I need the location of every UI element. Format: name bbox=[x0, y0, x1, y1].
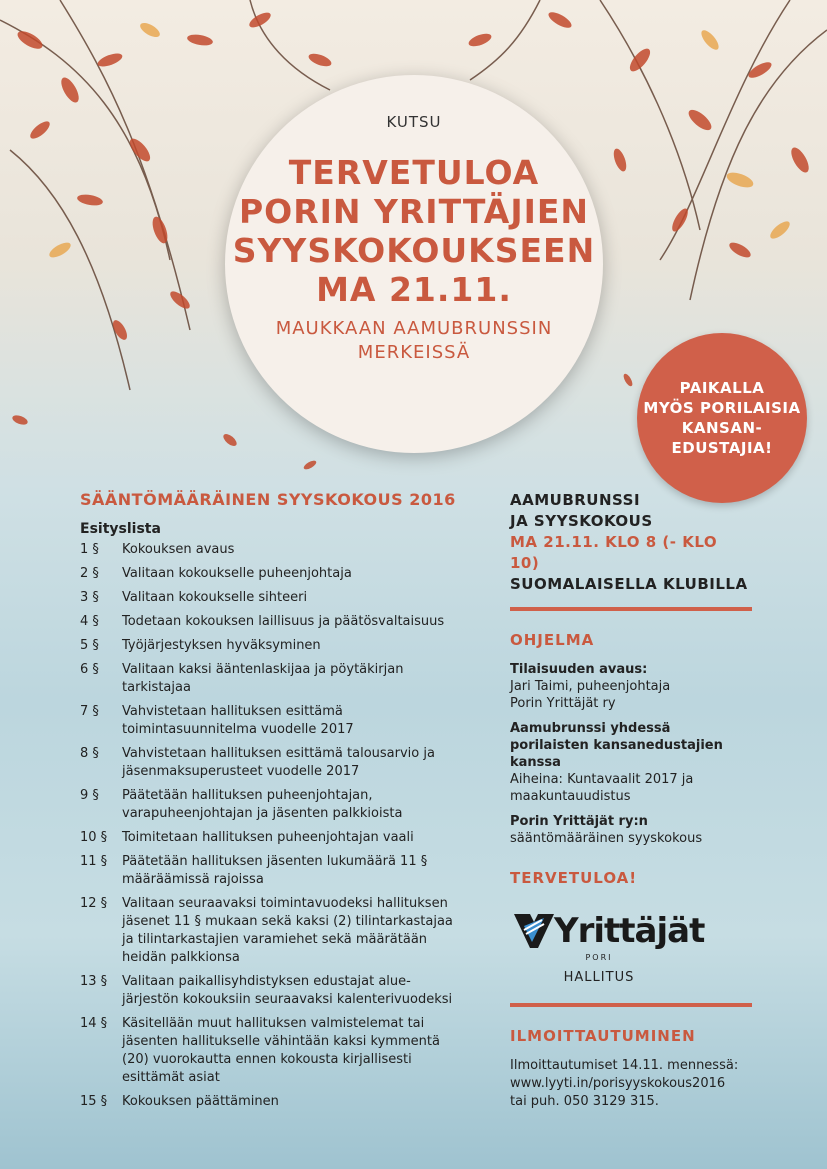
agenda-item bbox=[80, 973, 460, 1009]
agenda-text: Työjärjestyksen hyväksyminen bbox=[122, 638, 321, 653]
agenda-item bbox=[80, 589, 460, 607]
agenda-title: Esityslista bbox=[80, 521, 161, 537]
program-item bbox=[510, 661, 752, 712]
agenda-number: 15 § bbox=[80, 1094, 108, 1109]
headline-line: PORIN YRITTÄJIEN bbox=[238, 192, 590, 231]
agenda-section bbox=[80, 490, 460, 1117]
agenda-number: 14 § bbox=[80, 1016, 108, 1031]
program-item-line: Porin Yrittäjät ry bbox=[510, 696, 616, 711]
agenda-item bbox=[80, 829, 460, 847]
invitation-circle bbox=[225, 75, 603, 453]
agenda-number: 11 § bbox=[80, 854, 108, 869]
subline bbox=[225, 317, 603, 365]
subline-line: MERKEISSÄ bbox=[357, 342, 471, 363]
registration-info bbox=[510, 1057, 752, 1111]
agenda-item bbox=[80, 541, 460, 559]
agenda-item bbox=[80, 895, 460, 967]
registration-line: Ilmoittautumiset 14.11. mennessä: bbox=[510, 1058, 739, 1073]
headline-line: MA 21.11. bbox=[316, 270, 512, 309]
agenda-item bbox=[80, 565, 460, 583]
program-item-title: Aamubrunssi yhdessä porilaisten kansanedustajien kanssa bbox=[510, 721, 723, 770]
agenda-text: Käsitellään muut hallituksen valmistelemat tai jäsenten hallitukselle vähintään kaksi kymmentä (20) vuorokautta ennen kokousta kirjallisesti esittämät asiat bbox=[122, 1016, 440, 1085]
agenda-text: Valitaan paikallisyhdistyksen edustajat alue-järjestön kokouksiin seuraavaksi kalenterivuodeksi bbox=[122, 974, 453, 1007]
agenda-item bbox=[80, 853, 460, 889]
agenda-text: Päätetään hallituksen jäsenten lukumäärä 11 § määräämissä rajoissa bbox=[122, 854, 428, 887]
agenda-text: Valitaan kaksi ääntenlaskijaa ja pöytäkirjan tarkistajaa bbox=[122, 662, 404, 695]
program-item-line: sääntömääräinen syyskokous bbox=[510, 831, 703, 846]
agenda-number: 9 § bbox=[80, 788, 99, 803]
agenda-list bbox=[80, 541, 460, 1111]
agenda-number: 4 § bbox=[80, 614, 99, 629]
agenda-item bbox=[80, 787, 460, 823]
agenda-text: Valitaan seuraavaksi toimintavuodeksi hallituksen jäsenet 11 § mukaan sekä kaksi (2) tilintarkastajaa ja tilintarkastajien varamiehet sekä määrätään heidän palkkionsa bbox=[122, 896, 453, 965]
agenda-item bbox=[80, 661, 460, 697]
badge-line: EDUSTAJIA! bbox=[671, 439, 773, 457]
program-item bbox=[510, 813, 752, 847]
program-item bbox=[510, 720, 752, 805]
logo-name: Yrittäjät bbox=[554, 911, 705, 951]
subline-line: MAUKKAAN AAMUBRUNSSIN bbox=[275, 318, 553, 339]
agenda-item bbox=[80, 745, 460, 781]
program-item-line: Jari Taimi, puheenjohtaja bbox=[510, 679, 671, 694]
agenda-number: 1 § bbox=[80, 542, 99, 557]
event-details bbox=[510, 490, 752, 595]
event-venue: SUOMALAISELLA KLUBILLA bbox=[510, 575, 748, 593]
badge-line: PAIKALLA bbox=[679, 379, 765, 397]
agenda-number: 13 § bbox=[80, 974, 108, 989]
agenda-text: Valitaan kokoukselle puheenjohtaja bbox=[122, 566, 352, 581]
headline-line: TERVETULOA bbox=[288, 153, 540, 192]
agenda-item bbox=[80, 1015, 460, 1087]
agenda-item bbox=[80, 637, 460, 655]
mps-badge bbox=[637, 333, 807, 503]
yrittajat-logo bbox=[514, 911, 752, 985]
program-title: OHJELMA bbox=[510, 631, 595, 649]
logo-unit: HALLITUS bbox=[563, 970, 635, 985]
agenda-number: 12 § bbox=[80, 896, 108, 911]
agenda-item bbox=[80, 613, 460, 631]
agenda-text: Valitaan kokoukselle sihteeri bbox=[122, 590, 308, 605]
headline-line: SYYSKOKOUKSEEN bbox=[232, 231, 596, 270]
event-line: JA SYYSKOKOUS bbox=[510, 512, 653, 530]
kutsu-label: KUTSU bbox=[386, 113, 442, 131]
agenda-item bbox=[80, 703, 460, 739]
agenda-text: Kokouksen avaus bbox=[122, 542, 235, 557]
agenda-number: 5 § bbox=[80, 638, 99, 653]
agenda-text: Kokouksen päättäminen bbox=[122, 1094, 279, 1109]
agenda-number: 6 § bbox=[80, 662, 99, 677]
badge-line: MYÖS PORILAISIA bbox=[643, 399, 801, 417]
agenda-number: 7 § bbox=[80, 704, 99, 719]
agenda-number: 2 § bbox=[80, 566, 99, 581]
registration-link[interactable]: www.lyyti.in/porisyyskokous2016 bbox=[510, 1076, 726, 1091]
event-line: AAMUBRUNSSI bbox=[510, 491, 641, 509]
program-item-title: Porin Yrittäjät ry:n bbox=[510, 814, 648, 829]
divider bbox=[510, 607, 752, 611]
registration-title: ILMOITTAUTUMINEN bbox=[510, 1027, 696, 1045]
event-datetime: MA 21.11. KLO 8 (- KLO 10) bbox=[510, 533, 718, 572]
agenda-text: Toimitetaan hallituksen puheenjohtajan vaali bbox=[122, 830, 414, 845]
agenda-item bbox=[80, 1093, 460, 1111]
badge-line: KANSAN- bbox=[681, 419, 763, 437]
meeting-title: SÄÄNTÖMÄÄRÄINEN SYYSKOKOUS 2016 bbox=[80, 490, 456, 509]
program-item-title: Tilaisuuden avaus: bbox=[510, 662, 648, 677]
headline bbox=[225, 153, 603, 309]
agenda-text: Todetaan kokouksen laillisuus ja päätösvaltaisuus bbox=[122, 614, 445, 629]
agenda-text: Päätetään hallituksen puheenjohtajan, varapuheenjohtajan ja jäsenten palkkioista bbox=[122, 788, 403, 821]
registration-line: tai puh. 050 3129 315. bbox=[510, 1094, 659, 1109]
agenda-number: 10 § bbox=[80, 830, 108, 845]
agenda-text: Vahvistetaan hallituksen esittämä toimintasuunnitelma vuodelle 2017 bbox=[122, 704, 354, 737]
yrittajat-logo-icon bbox=[514, 912, 554, 950]
program-item-line: Aiheina: Kuntavaalit 2017 ja maakuntauudistus bbox=[510, 772, 694, 804]
agenda-number: 8 § bbox=[80, 746, 99, 761]
welcome-text: TERVETULOA! bbox=[510, 869, 638, 887]
agenda-text: Vahvistetaan hallituksen esittämä talousarvio ja jäsenmaksuperusteet vuodelle 2017 bbox=[122, 746, 435, 779]
logo-subtitle: PORI bbox=[585, 953, 613, 962]
agenda-number: 3 § bbox=[80, 590, 99, 605]
event-info-column bbox=[510, 490, 752, 1111]
divider bbox=[510, 1003, 752, 1007]
